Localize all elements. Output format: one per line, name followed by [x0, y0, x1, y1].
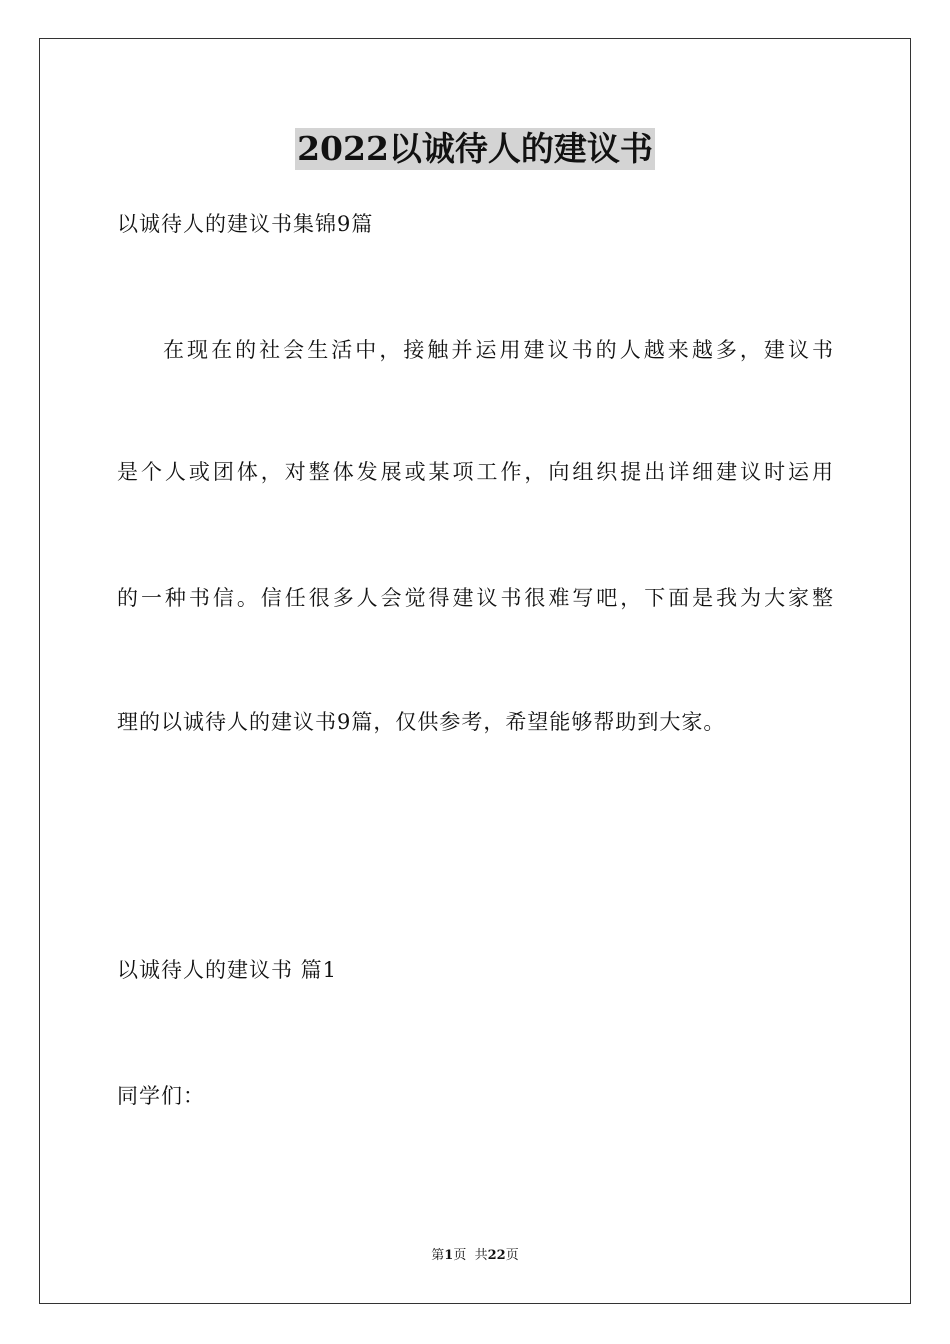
footer-prefix: 第 [431, 1248, 445, 1263]
document-title: 2022以诚待人的建议书 [297, 129, 653, 168]
title-container [0, 128, 950, 170]
intro-line-2: 是个人或团体，对整体发展或某项工作，向组织提出详细建议时运用 [117, 460, 833, 484]
footer-page-number: 1 [444, 1248, 454, 1263]
page-footer [0, 1247, 950, 1265]
section-heading: 以诚待人的建议书 篇1 [117, 958, 338, 982]
intro-line-1: 在现在的社会生活中，接触并运用建议书的人越来越多，建议书 [163, 338, 833, 362]
footer-mid: 页 共 [453, 1248, 488, 1263]
salutation: 同学们： [117, 1084, 205, 1108]
intro-line-4: 理的以诚待人的建议书9篇，仅供参考，希望能够帮助到大家。 [117, 710, 726, 734]
document-subtitle: 以诚待人的建议书集锦9篇 [117, 212, 374, 236]
footer-total-pages: 22 [487, 1248, 506, 1263]
intro-line-3: 的一种书信。信任很多人会觉得建议书很难写吧，下面是我为大家整 [117, 586, 833, 610]
footer-suffix: 页 [505, 1248, 519, 1263]
